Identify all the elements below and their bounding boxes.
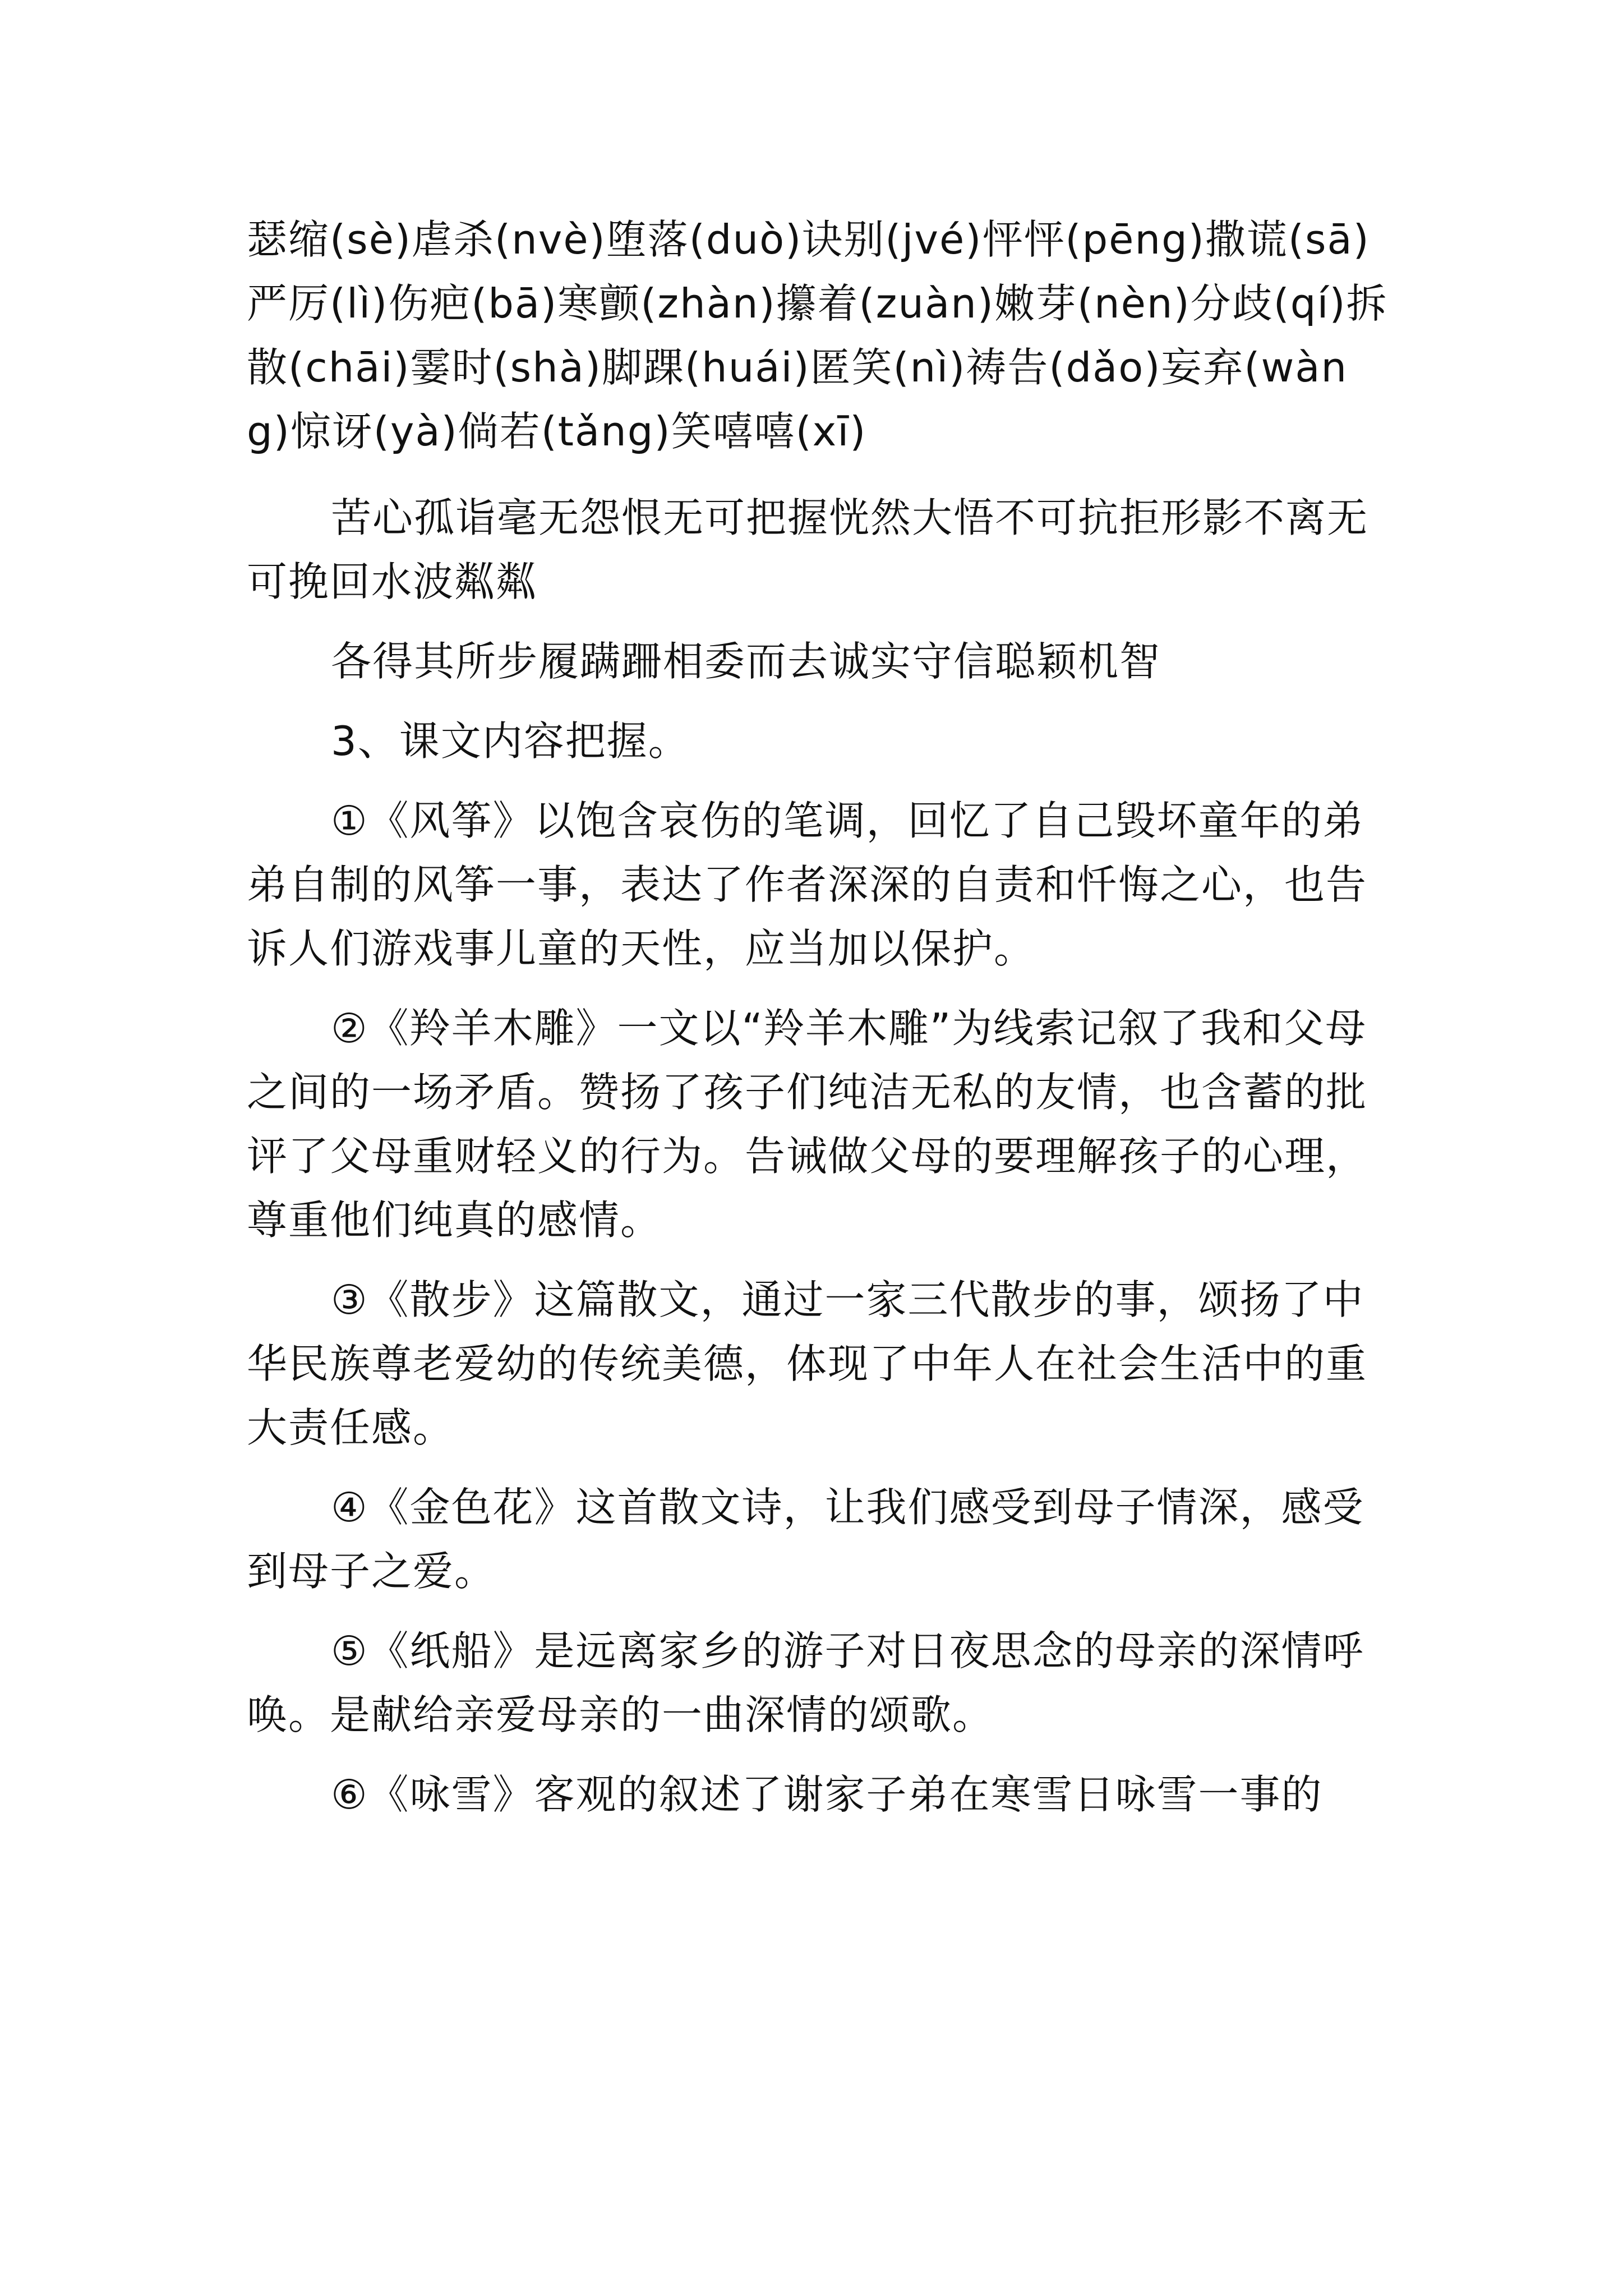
idioms-paragraph-2: 各得其所步履蹒跚相委而去诚实守信聪颖机智 (331, 638, 1161, 685)
document-body (247, 208, 1391, 1826)
content-item-zhichuan: ⑤《纸船》是远离家乡的游子对日夜思念的母亲的深情呼唤。是献给亲爱母亲的一曲深情的颂歌。 (247, 1627, 1364, 1738)
idioms-paragraph-1: 苦心孤诣毫无怨恨无可把握恍然大悟不可抗拒形影不离无可挽回水波粼粼 (247, 494, 1369, 605)
pinyin-vocabulary-paragraph: 瑟缩(sè)虐杀(nvè)堕落(duò)诀别(jvé)怦怦(pēng)撒谎(sā)严厉(lì)伤疤(bā)寒颤(zhàn)攥着(zuàn)嫩芽(nèn)分歧(qí)拆散(chāi)霎时(shà)脚踝(huái)匿笑(nì)祷告(dǎo)妄弃(wàng)惊讶(yà)倘若(tǎng)笑嘻嘻(xī) (247, 216, 1388, 455)
content-item-jinsehua: ④《金色花》这首散文诗，让我们感受到母子情深，感受到母子之爱。 (247, 1484, 1364, 1595)
content-item-yongxue: ⑥《咏雪》客观的叙述了谢家子弟在寒雪日咏雪一事的 (331, 1771, 1323, 1818)
content-item-sanbu: ③《散步》这篇散文，通过一家三代散步的事，颂扬了中华民族尊老爱幼的传统美德，体现了中年人在社会生活中的重大责任感。 (247, 1276, 1368, 1451)
section-heading: 3、课文内容把握。 (331, 717, 690, 765)
content-item-fengzheng: ①《风筝》以饱含哀伤的笔调，回忆了自己毁坏童年的弟弟自制的风筝一事，表达了作者深深的自责和忏悔之心，也告诉人们游戏事儿童的天性，应当加以保护。 (247, 797, 1368, 972)
content-item-lingyang-mudiao: ②《羚羊木雕》一文以“羚羊木雕”为线索记叙了我和父母之间的一场矛盾。赞扬了孩子们纯洁无私的友情，也含蓄的批评了父母重财轻义的行为。告诫做父母的要理解孩子的心理，尊重他们纯真的感情。 (247, 1005, 1368, 1244)
